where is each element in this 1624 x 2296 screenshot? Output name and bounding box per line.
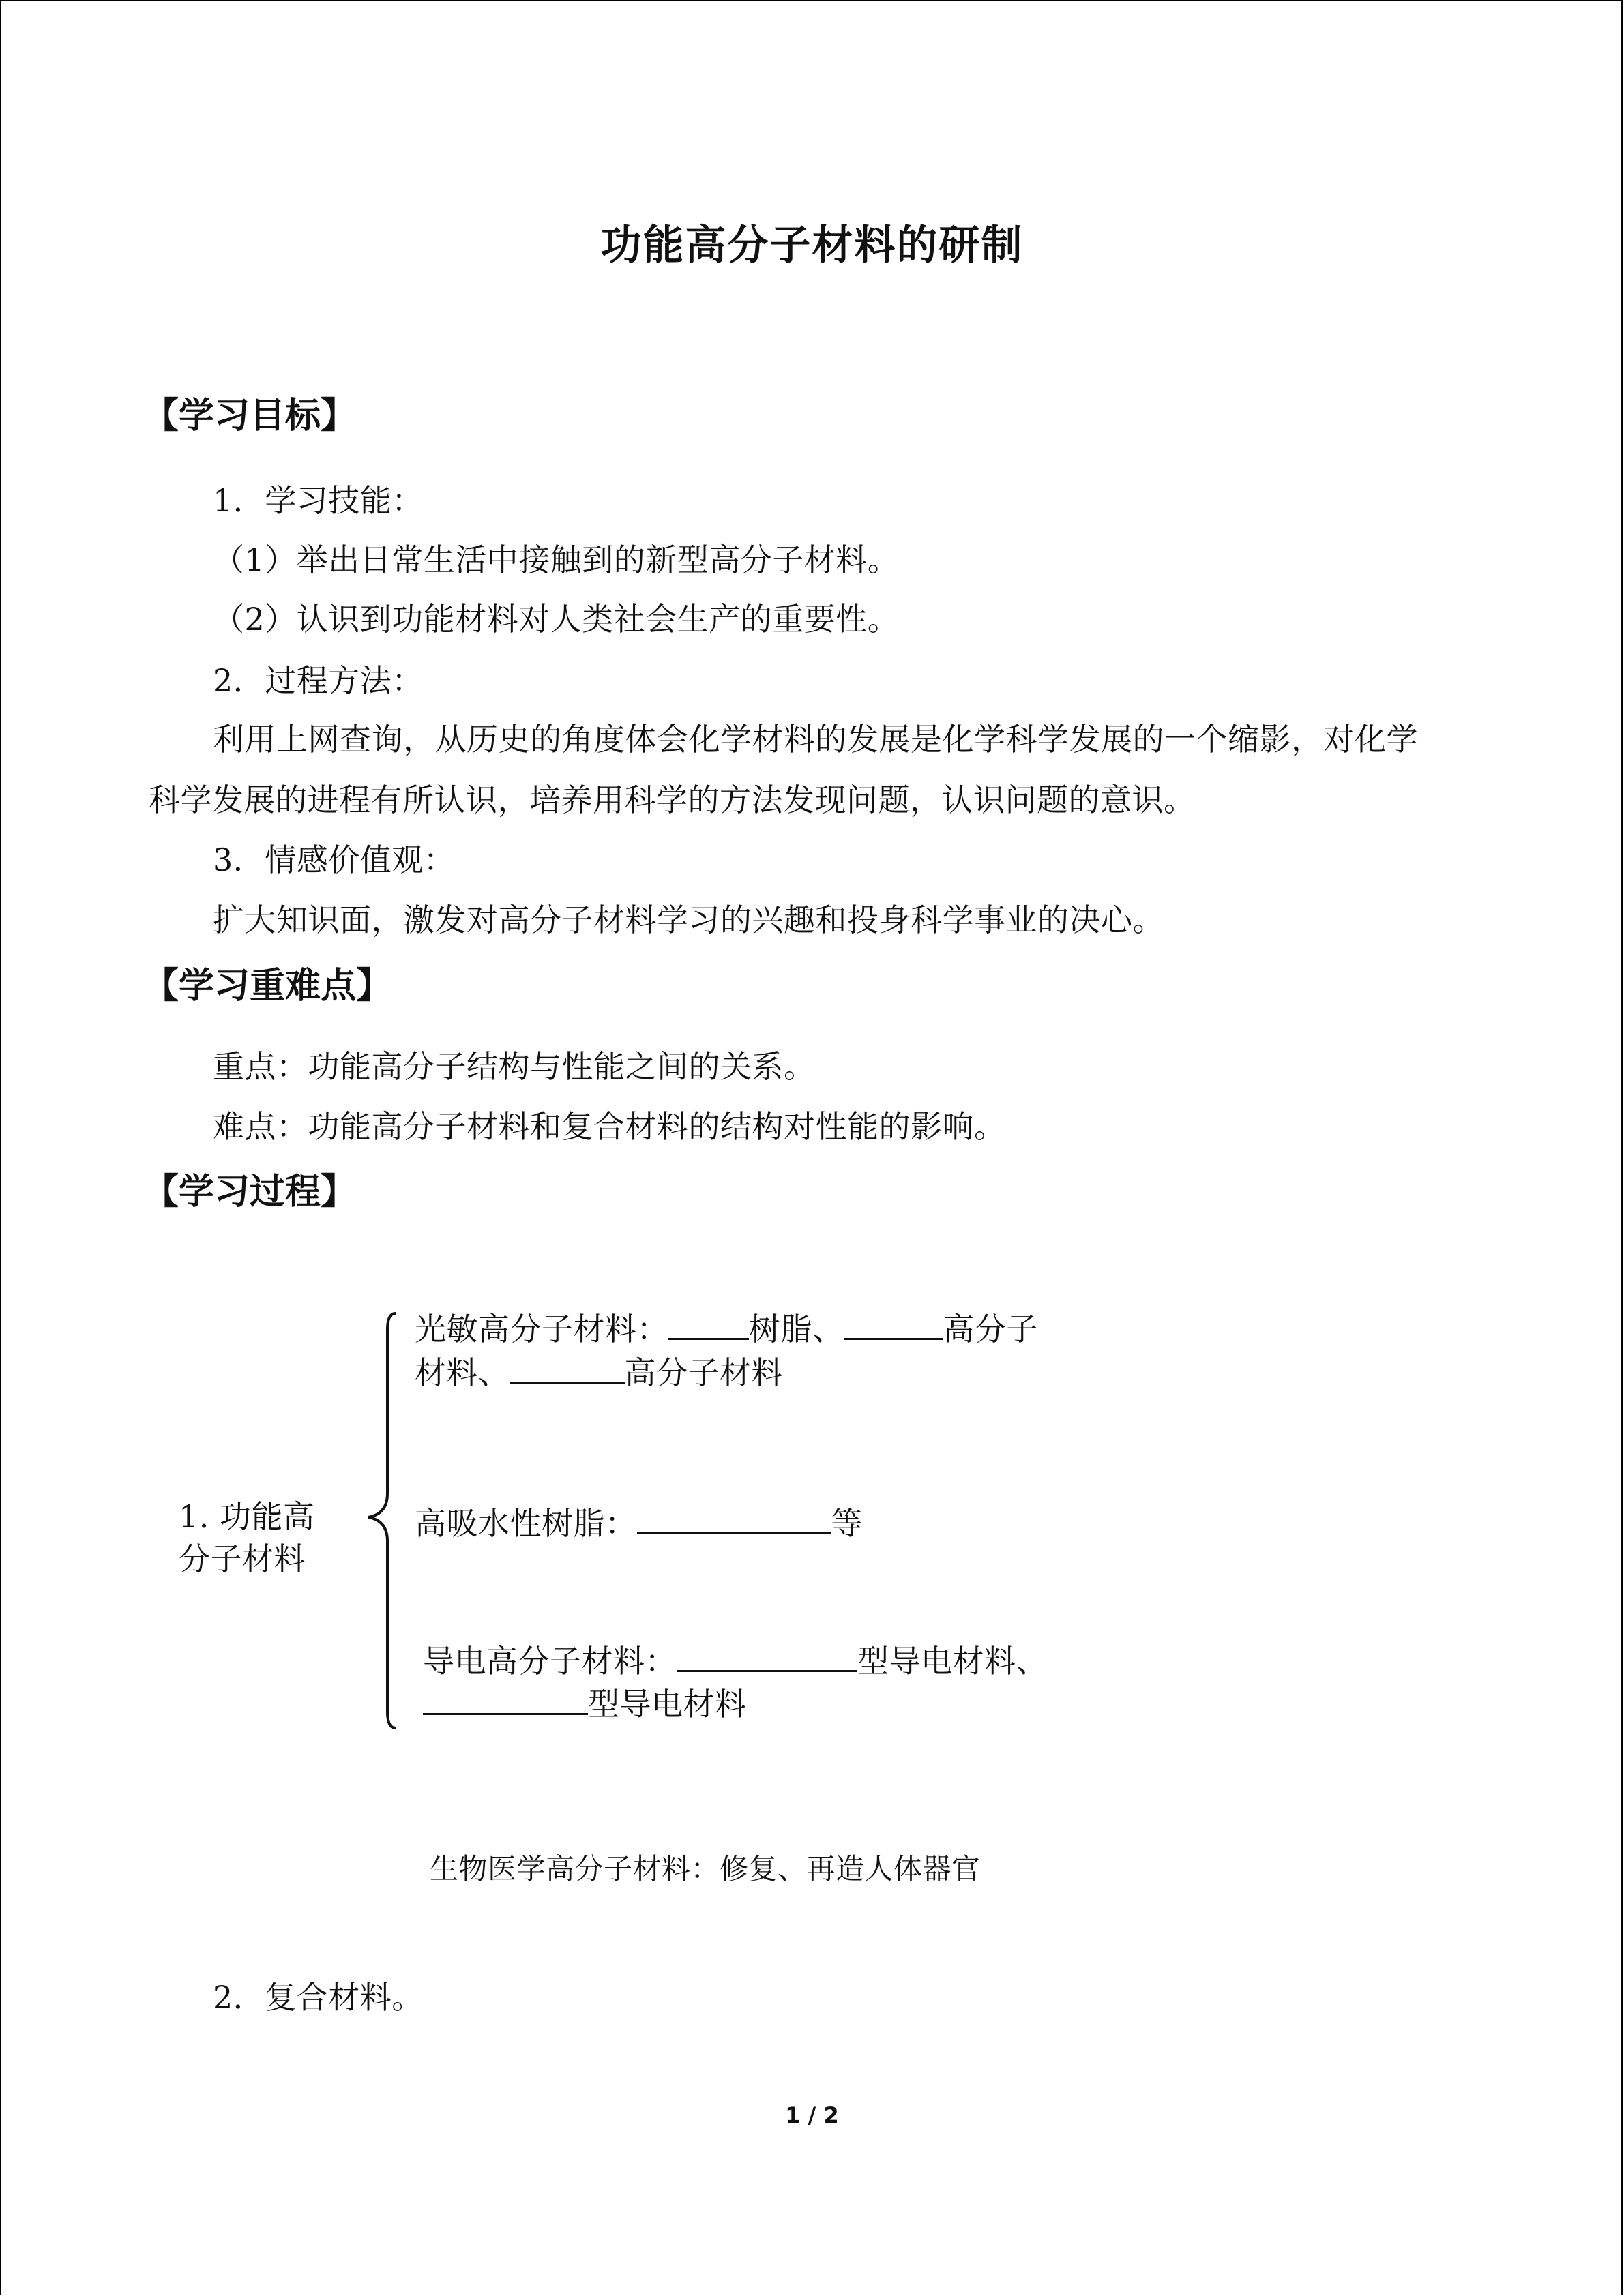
diagram-root-line-1: 1. 功能高 xyxy=(179,1498,315,1535)
photosensitive-line2-end: 高分子材料 xyxy=(624,1354,783,1391)
section-heading-process: 【学习过程】 xyxy=(143,1171,357,1212)
conductive-type1: 型导电材料、 xyxy=(857,1643,1048,1680)
absorbent-end: 等 xyxy=(831,1505,863,1542)
goal-skill-2: （2）认识到功能材料对人类社会生产的重要性。 xyxy=(213,601,900,638)
goal-emotion-text: 扩大知识面，激发对高分子材料学习的兴趣和投身科学事业的决心。 xyxy=(213,901,1164,938)
blank-field[interactable] xyxy=(668,1308,749,1340)
section-heading-goals: 【学习目标】 xyxy=(143,395,357,436)
diagram-conductive-line-2 xyxy=(423,1680,747,1725)
absorbent-label: 高吸水性树脂： xyxy=(415,1505,637,1542)
blank-field[interactable] xyxy=(510,1352,625,1384)
diagram-absorbent-line xyxy=(415,1499,863,1544)
blank-field[interactable] xyxy=(844,1308,943,1340)
goal-skill-1: （1）举出日常生活中接触到的新型高分子材料。 xyxy=(213,541,900,578)
diagram-photosensitive-line-2 xyxy=(415,1348,783,1393)
diagram-root-line-2: 分子材料 xyxy=(179,1540,306,1577)
goal-method-text-2: 科学发展的进程有所认识，培养用科学的方法发现问题，认识问题的意识。 xyxy=(149,781,1196,818)
goal-method: 2．过程方法： xyxy=(213,662,424,699)
blank-field[interactable] xyxy=(637,1502,831,1534)
conductive-label: 导电高分子材料： xyxy=(423,1643,677,1680)
diagram-photosensitive-line-1 xyxy=(415,1304,1038,1350)
section-heading-key-points: 【学习重难点】 xyxy=(143,965,392,1007)
diagram-conductive-line-1 xyxy=(423,1637,1048,1682)
blank-field[interactable] xyxy=(677,1640,857,1672)
goal-method-text-1: 利用上网查询，从历史的角度体会化学材料的发展是化学科学发展的一个缩影，对化学 xyxy=(213,721,1418,758)
curly-brace-icon xyxy=(355,1309,409,1732)
page-title: 功能高分子材料的研制 xyxy=(600,222,1024,269)
difficulty-point: 难点：功能高分子材料和复合材料的结构对性能的影响。 xyxy=(213,1108,1006,1145)
blank-field[interactable] xyxy=(423,1683,588,1715)
page-number: 1 / 2 xyxy=(785,2102,839,2128)
key-point: 重点：功能高分子结构与性能之间的关系。 xyxy=(213,1048,816,1085)
photosensitive-label: 光敏高分子材料： xyxy=(415,1311,668,1347)
goal-skill: 1．学习技能： xyxy=(213,482,424,519)
photosensitive-polymer: 高分子 xyxy=(943,1311,1038,1347)
diagram-biomedical: 生物医学高分子材料：修复、再造人体器官 xyxy=(430,1852,981,1885)
conductive-type2: 型导电材料 xyxy=(588,1686,747,1723)
goal-emotion: 3．情感价值观： xyxy=(213,841,456,878)
photosensitive-line2-start: 材料、 xyxy=(415,1354,510,1391)
composite-materials: 2．复合材料。 xyxy=(213,1979,424,2016)
photosensitive-resin: 树脂、 xyxy=(749,1311,844,1347)
